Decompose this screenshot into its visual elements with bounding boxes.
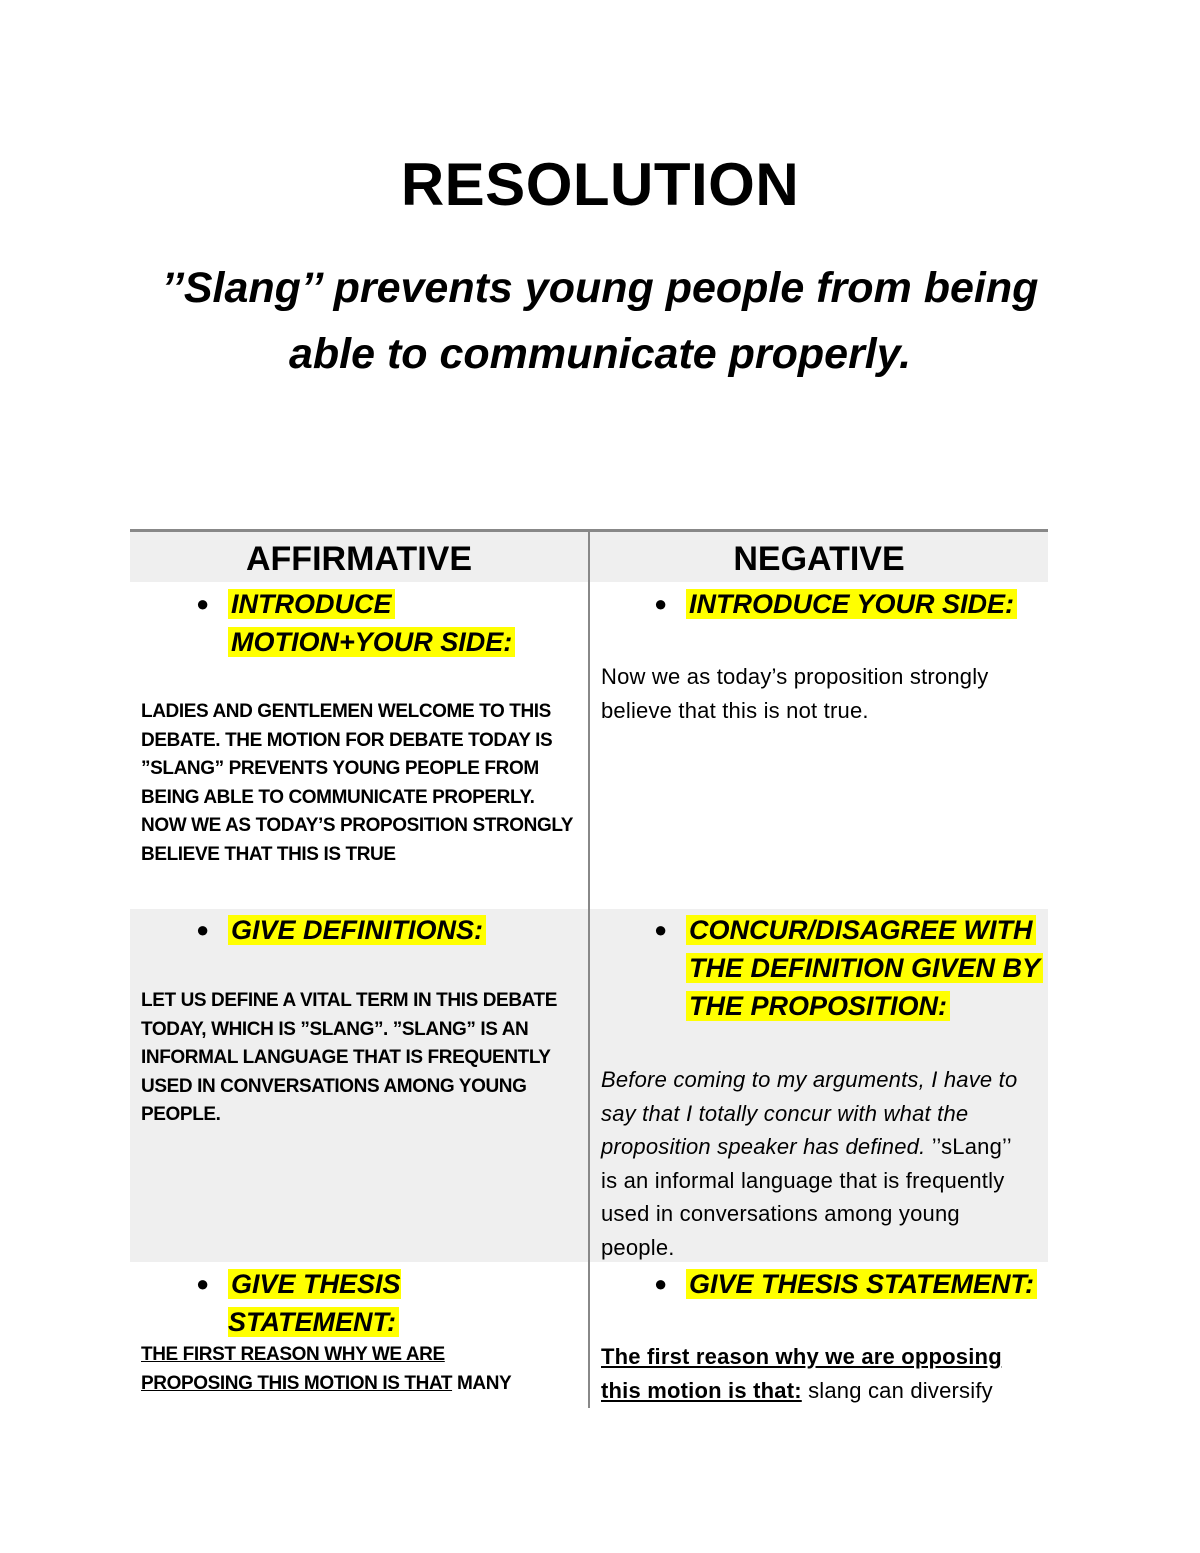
aff-definition-text: LET US DEFINE A VITAL TERM IN THIS DEBATE TODAY, WHICH IS ”SLANG”. ”SLANG” IS AN INFORMAL LANGUAGE THAT IS FREQUENTLY USED IN CONVERSATIONS AMONG YOUNG PEOPLE.: [141, 990, 558, 1125]
neg-bullet-thesis: [654, 1265, 1044, 1303]
neg-bullet-introduce: [654, 585, 1044, 623]
bullet-label: GIVE DEFINITIONS:: [228, 915, 486, 945]
debate-table: [130, 529, 1048, 1408]
bullet-label-line1: INTRODUCE: [228, 589, 395, 619]
bullet-label-line3: THE PROPOSITION:: [686, 991, 950, 1021]
neg-bullet-concur: [654, 911, 1044, 1025]
aff-intro-text: LADIES AND GENTLEMEN WELCOME TO THIS DEBATE. THE MOTION FOR DEBATE TODAY IS ”SLANG” PREVENTS YOUNG PEOPLE FROM BEING ABLE TO COMMUNICATE PROPERLY. NOW WE AS TODAY’S PROPOSITION STRONGLY BELIEVE THAT THIS IS TRUE: [141, 701, 573, 865]
bullet-label-line1: CONCUR/DISAGREE WITH: [686, 915, 1036, 945]
neg-intro-text: Now we as today’s proposition strongly believe that this is not true.: [601, 664, 989, 723]
aff-thesis-plain: MANY: [452, 1372, 512, 1394]
bullet-label-line2: MOTION+YOUR SIDE:: [228, 627, 515, 657]
negative-header: NEGATIVE: [733, 540, 905, 578]
neg-definition-italic: Before coming to my arguments, I have to say that I totally concur with what the proposition speaker has defined.: [601, 1067, 1018, 1159]
bullet-icon: ●: [654, 1271, 668, 1296]
resolution-line-2: able to communicate properly.: [288, 330, 912, 378]
aff-bullet-thesis: [196, 1265, 576, 1341]
bullet-label-line2: THE DEFINITION GIVEN BY: [686, 953, 1043, 983]
column-divider: [588, 532, 590, 1408]
resolution-statement: [130, 255, 1070, 387]
aff-thesis-underlined: THE FIRST REASON WHY WE ARE PROPOSING THIS MOTION IS THAT: [141, 1344, 453, 1394]
aff-bullet-definitions: [196, 911, 576, 949]
bullet-label: GIVE THESIS STATEMENT:: [228, 1269, 401, 1337]
bullet-icon: ●: [196, 1271, 210, 1296]
neg-thesis-plain: slang can diversify: [801, 1377, 993, 1403]
neg-thesis-bold-underlined: The first reason why we are opposing this motion is that:: [601, 1344, 1002, 1403]
bullet-icon: ●: [196, 591, 210, 616]
bullet-icon: ●: [196, 917, 210, 942]
affirmative-header: AFFIRMATIVE: [245, 540, 472, 578]
aff-thesis-text: [141, 1341, 561, 1398]
neg-definition-plain: ’’sLang’’ is an informal language that is frequently used in conversations among young people.: [601, 1134, 1011, 1260]
bullet-label: INTRODUCE YOUR SIDE:: [686, 589, 1017, 619]
neg-definition-text: [601, 1063, 1021, 1264]
bullet-icon: ●: [654, 591, 668, 616]
resolution-line-1: ’’Slang’’ prevents young people from being: [161, 264, 1039, 312]
bullet-icon: ●: [654, 917, 668, 942]
neg-thesis-text: [601, 1340, 1041, 1407]
aff-bullet-introduce: [196, 585, 576, 661]
bullet-label: GIVE THESIS STATEMENT:: [686, 1269, 1037, 1299]
document-title: RESOLUTION: [400, 151, 800, 218]
